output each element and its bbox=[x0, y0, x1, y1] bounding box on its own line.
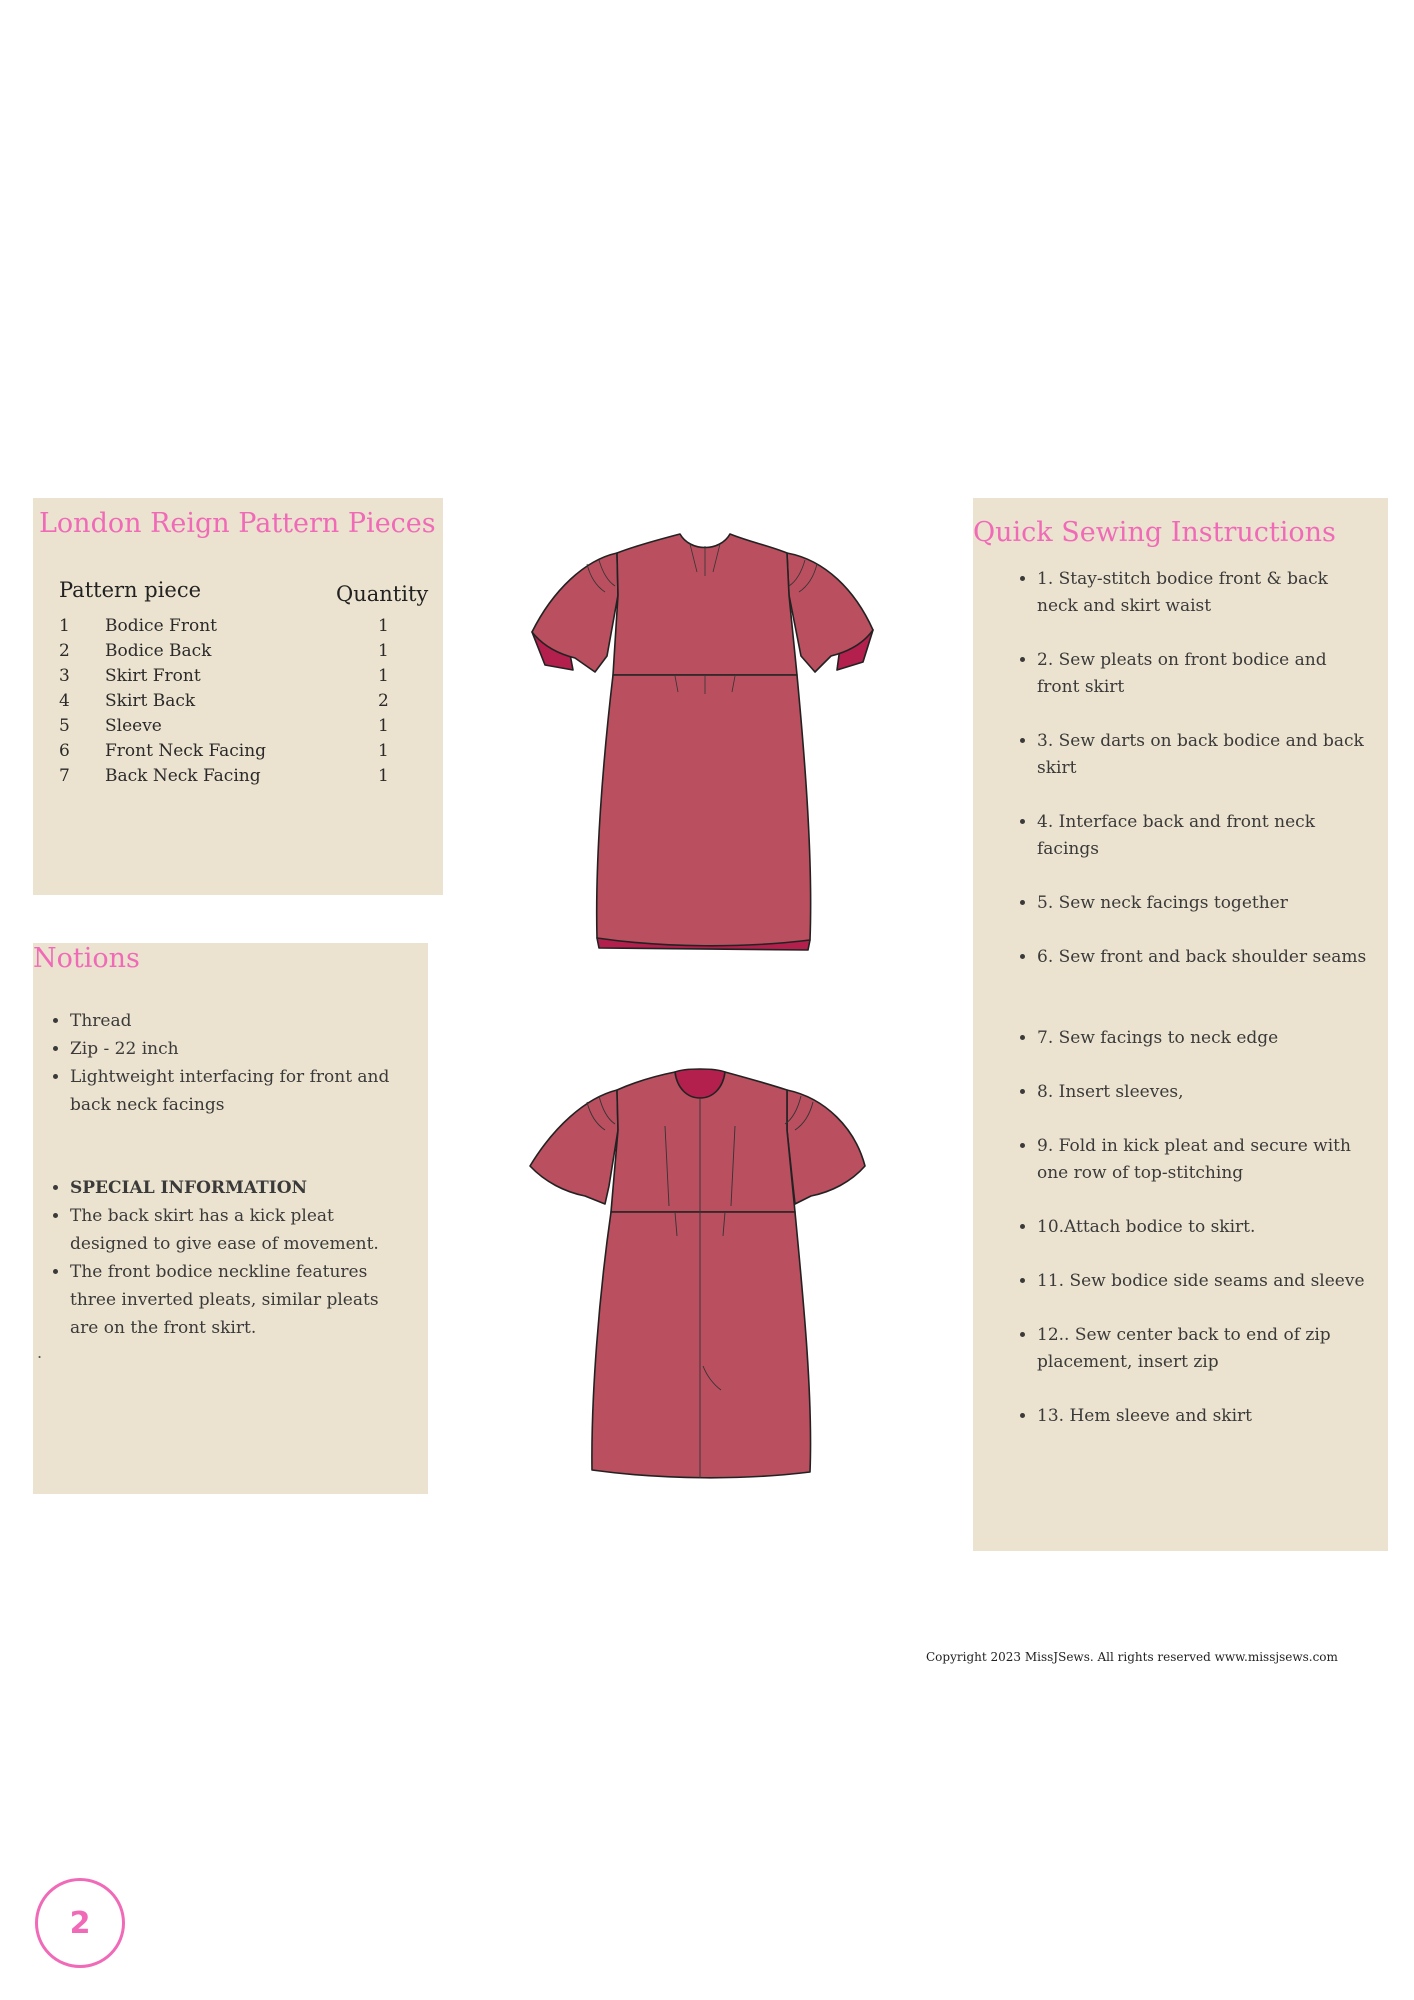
piece-quantity: 1 bbox=[378, 666, 389, 686]
piece-number: 3 bbox=[59, 666, 70, 686]
piece-name: Skirt Back bbox=[105, 691, 196, 711]
pattern-piece-column-header: Pattern piece bbox=[59, 578, 202, 602]
piece-name: Front Neck Facing bbox=[105, 741, 267, 761]
list-item: • Zip - 22 inch bbox=[70, 1035, 430, 1063]
pattern-pieces-table bbox=[59, 616, 429, 791]
list-item: • 4. Interface back and front neck facings bbox=[1037, 809, 1367, 890]
list-item: • 8. Insert sleeves, bbox=[1037, 1079, 1367, 1133]
piece-number: 2 bbox=[59, 641, 70, 661]
page-number-badge: 2 bbox=[35, 1878, 125, 1968]
instructions-title: Quick Sewing Instructions bbox=[973, 517, 1336, 548]
stray-period: . bbox=[37, 1343, 43, 1362]
list-item: • 5. Sew neck facings together bbox=[1037, 890, 1367, 944]
table-row bbox=[59, 741, 429, 766]
piece-name: Skirt Front bbox=[105, 666, 201, 686]
table-row bbox=[59, 641, 429, 666]
piece-quantity: 1 bbox=[378, 766, 389, 786]
piece-quantity: 1 bbox=[378, 616, 389, 636]
table-row bbox=[59, 716, 429, 741]
table-row bbox=[59, 691, 429, 716]
list-item: • Thread bbox=[70, 1007, 430, 1035]
piece-name: Bodice Front bbox=[105, 616, 217, 636]
piece-name: Bodice Back bbox=[105, 641, 212, 661]
instructions-panel bbox=[973, 498, 1388, 1551]
notions-list bbox=[33, 1007, 430, 1119]
dress-back-illustration bbox=[525, 1066, 885, 1496]
list-item: • 12.. Sew center back to end of zip placement, insert zip bbox=[1037, 1322, 1367, 1403]
piece-number: 4 bbox=[59, 691, 70, 711]
notions-title: Notions bbox=[33, 943, 140, 974]
list-item: • 11. Sew bodice side seams and sleeve bbox=[1037, 1268, 1367, 1322]
list-item: • 1. Stay-stitch bodice front & back neck and skirt waist bbox=[1037, 566, 1367, 647]
list-item: • 7. Sew facings to neck edge bbox=[1037, 1025, 1367, 1079]
list-item: • The front bodice neckline features three inverted pleats, similar pleats are on the front skirt. bbox=[70, 1258, 405, 1342]
piece-number: 7 bbox=[59, 766, 70, 786]
list-item: • Lightweight interfacing for front and back neck facings bbox=[70, 1063, 430, 1119]
piece-quantity: 2 bbox=[378, 691, 389, 711]
piece-quantity: 1 bbox=[378, 716, 389, 736]
pattern-pieces-title: London Reign Pattern Pieces bbox=[39, 508, 436, 539]
list-item: • 13. Hem sleeve and skirt bbox=[1037, 1403, 1367, 1457]
piece-number: 1 bbox=[59, 616, 70, 636]
piece-name: Back Neck Facing bbox=[105, 766, 261, 786]
piece-quantity: 1 bbox=[378, 741, 389, 761]
table-row bbox=[59, 666, 429, 691]
special-information-heading: • SPECIAL INFORMATION bbox=[70, 1174, 405, 1202]
list-item: • 9. Fold in kick pleat and secure with one row of top-stitching bbox=[1037, 1133, 1367, 1214]
list-item: • The back skirt has a kick pleat designed to give ease of movement. bbox=[70, 1202, 405, 1258]
dress-front-illustration bbox=[525, 530, 885, 960]
special-information-list bbox=[33, 1174, 405, 1342]
list-item: • 10.Attach bodice to skirt. bbox=[1037, 1214, 1367, 1268]
piece-name: Sleeve bbox=[105, 716, 162, 736]
piece-number: 5 bbox=[59, 716, 70, 736]
piece-quantity: 1 bbox=[378, 641, 389, 661]
quantity-column-header: Quantity bbox=[336, 582, 429, 606]
table-row bbox=[59, 616, 429, 641]
list-item: • 2. Sew pleats on front bodice and front skirt bbox=[1037, 647, 1367, 728]
instructions-list bbox=[1009, 566, 1367, 1457]
notions-panel bbox=[33, 943, 428, 1494]
pattern-pieces-panel bbox=[33, 498, 443, 895]
table-row bbox=[59, 766, 429, 791]
list-item: • 3. Sew darts on back bodice and back skirt bbox=[1037, 728, 1367, 809]
list-item: • 6. Sew front and back shoulder seams bbox=[1037, 944, 1367, 1025]
piece-number: 6 bbox=[59, 741, 70, 761]
copyright-text: Copyright 2023 MissJSews. All rights reserved www.missjsews.com bbox=[926, 1650, 1338, 1664]
